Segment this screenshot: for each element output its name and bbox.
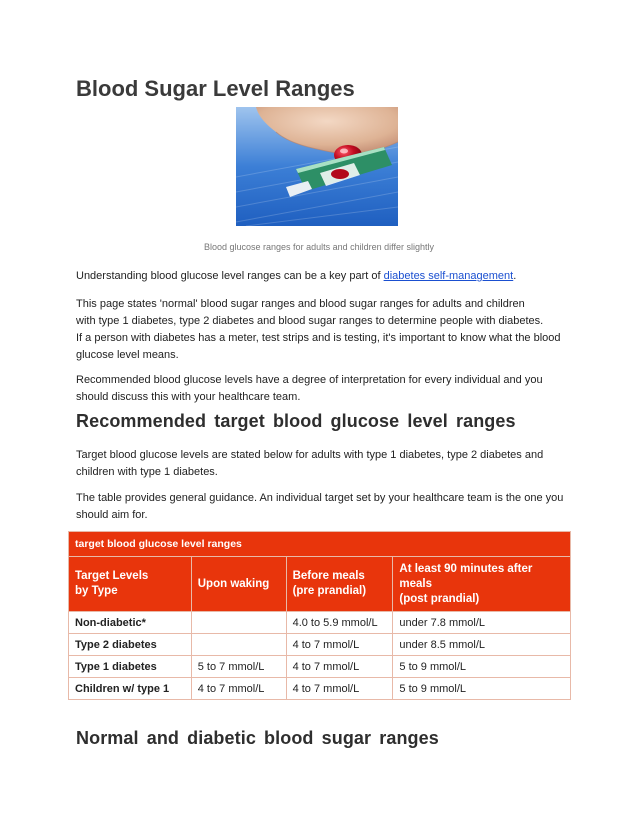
targets-paragraph [76, 447, 576, 481]
table-row [69, 612, 571, 634]
cell-after-meals: under 8.5 mmol/L [393, 634, 571, 656]
overview-line-3: If a person with diabetes has a meter, test strips and is testing, it's important to know what the blood [76, 332, 561, 344]
header-before-meals [286, 557, 393, 612]
table-row [69, 656, 571, 678]
guidance-line-2: should aim for. [76, 509, 148, 521]
interpretation-line-1: Recommended blood glucose levels have a degree of interpretation for every individual and you [76, 374, 543, 386]
header-after-meals [393, 557, 571, 612]
cell-after-meals: under 7.8 mmol/L [393, 612, 571, 634]
cell-waking [191, 612, 286, 634]
diabetes-self-management-link[interactable]: diabetes self-management [383, 270, 514, 282]
cell-waking: 4 to 7 mmol/L [191, 678, 286, 700]
header-target-levels-line-1: Target Levels [75, 570, 149, 582]
intro-prefix: Understanding blood glucose level ranges can be a key part of [76, 270, 384, 282]
cell-type: Non-diabetic* [69, 612, 192, 634]
intro-suffix: . [513, 270, 517, 282]
section-heading-recommended: Recommended target blood glucose level ranges [76, 411, 516, 431]
cell-type: Children w/ type 1 [69, 678, 192, 700]
header-after-meals-line-2: meals [399, 577, 433, 590]
interpretation-paragraph [76, 372, 576, 406]
section-heading-normal-diabetic: Normal and diabetic blood sugar ranges [76, 728, 439, 748]
intro-paragraph [76, 268, 576, 285]
cell-type: Type 1 diabetes [69, 656, 192, 678]
header-after-meals-line-1: At least 90 minutes after [399, 562, 533, 575]
table-caption: target blood glucose level ranges [69, 532, 571, 557]
table-caption-row [69, 532, 571, 557]
table-row [69, 634, 571, 656]
header-target-levels [69, 557, 192, 612]
table-header-row [69, 557, 571, 612]
cell-before-meals: 4.0 to 5.9 mmol/L [286, 612, 393, 634]
page-title: Blood Sugar Level Ranges [76, 76, 355, 101]
cell-after-meals: 5 to 9 mmol/L [393, 656, 571, 678]
finger-blood-test-strip-photo [236, 107, 398, 226]
header-after-meals-line-3: (post prandial) [399, 592, 480, 605]
photo-caption: Blood glucose ranges for adults and children differ slightly [204, 242, 434, 252]
table-row [69, 678, 571, 700]
targets-line-2: children with type 1 diabetes. [76, 466, 218, 478]
overview-paragraph [76, 296, 576, 364]
interpretation-line-2: should discuss this with your healthcare team. [76, 391, 301, 403]
cell-before-meals: 4 to 7 mmol/L [286, 656, 393, 678]
cell-after-meals: 5 to 9 mmol/L [393, 678, 571, 700]
overview-line-1: This page states 'normal' blood sugar ranges and blood sugar ranges for adults and children [76, 298, 525, 310]
cell-waking: 5 to 7 mmol/L [191, 656, 286, 678]
cell-before-meals: 4 to 7 mmol/L [286, 634, 393, 656]
header-before-meals-line-2: (pre prandial) [292, 585, 367, 597]
targets-line-1: Target blood glucose levels are stated below for adults with type 1 diabetes, type 2 diabetes and [76, 449, 544, 461]
guidance-line-1: The table provides general guidance. An individual target set by your healthcare team is the one you [76, 492, 564, 504]
photo-illustration [236, 107, 398, 226]
overview-line-4: glucose level means. [76, 349, 179, 361]
guidance-paragraph [76, 490, 576, 524]
glucose-target-table [68, 531, 571, 700]
cell-waking [191, 634, 286, 656]
header-target-levels-line-2: by Type [75, 585, 118, 597]
header-upon-waking: Upon waking [191, 557, 286, 612]
overview-line-2: with type 1 diabetes, type 2 diabetes and blood sugar ranges to determine people with diabetes. [76, 315, 544, 327]
cell-type: Type 2 diabetes [69, 634, 192, 656]
header-before-meals-line-1: Before meals [292, 570, 365, 582]
cell-before-meals: 4 to 7 mmol/L [286, 678, 393, 700]
